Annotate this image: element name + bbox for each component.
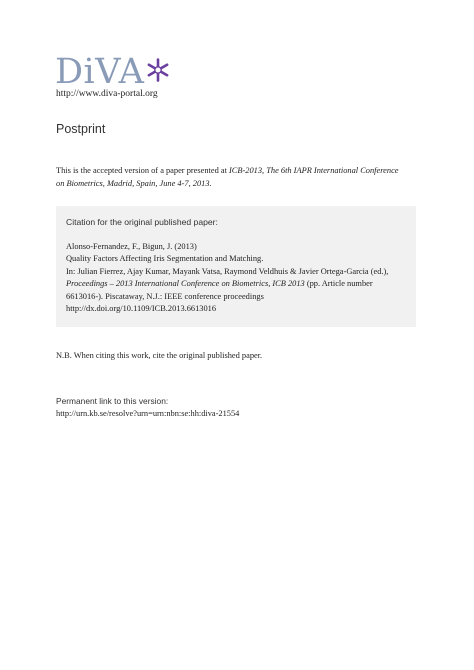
permanent-link-url[interactable]: http://urn.kb.se/resolve?urn=urn:nbn:se:hh:diva-21554 [56, 409, 240, 418]
conference-details: on Biometrics, Madrid, Spain, June 4-7, 2013. [56, 178, 212, 188]
citation-proceedings [66, 278, 406, 290]
citation-label: Citation for the original published paper: [66, 217, 218, 227]
citation-note: N.B. When citing this work, cite the original published paper. [56, 351, 263, 360]
logo-text: DiVA [55, 51, 145, 92]
citation-editors: In: Julian Fierrez, Ajay Kumar, Mayank Vatsa, Raymond Veldhuis & Javier Ortega-Garcia (ed.), [66, 266, 389, 276]
diva-logo [55, 52, 170, 92]
citation-authors: Alonso-Fernandez, F., Bigun, J. (2013) [66, 242, 197, 251]
citation-title: Quality Factors Affecting Iris Segmentation and Matching. [66, 254, 264, 264]
proceedings-suffix: (pp. Article number [304, 279, 373, 289]
citation-box [56, 206, 416, 327]
star-icon [146, 58, 170, 82]
citation-doi[interactable]: http://dx.doi.org/10.1109/ICB.2013.6613016 [66, 304, 217, 314]
portal-url[interactable]: http://www.diva-portal.org [56, 89, 158, 99]
accepted-notice [56, 165, 426, 190]
proceedings-title: Proceedings – 2013 International Conference on Biometrics, ICB 2013 [66, 279, 305, 289]
accepted-prefix: This is the accepted version of a paper presented at [56, 166, 230, 175]
citation-article-number: 6613016-). Piscataway, N.J.: IEEE conference proceedings [66, 291, 264, 301]
permanent-link-label: Permanent link to this version: [56, 396, 169, 406]
document-type-heading: Postprint [56, 122, 106, 136]
conference-name: ICB-2013, The 6th IAPR International Conference [229, 166, 399, 175]
